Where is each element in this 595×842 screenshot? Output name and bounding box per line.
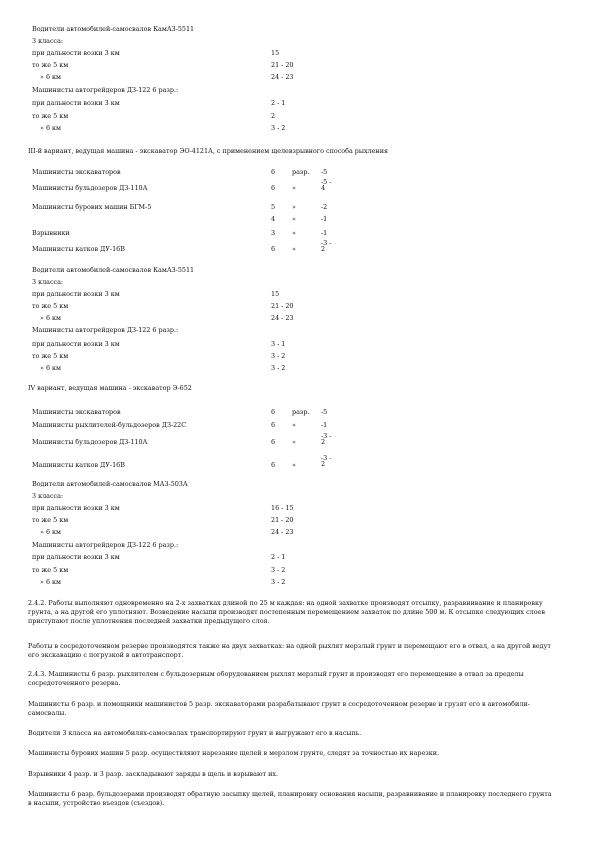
row-label: то же 5 км [32, 61, 69, 69]
row-label: » 6 км [40, 314, 62, 322]
row-value: 3 - 2 [271, 578, 286, 586]
crew-grade: » [292, 215, 296, 223]
paragraph: Машинисты бурових машин 5 разр. осуществляют нарезание щелей в мерзлом грунте, следят за точностью их нарезки. [28, 749, 440, 757]
paragraph: 2.4.3. Машинисты 6 разр. рыхлителем с бульдозерным оборудованием рыхлят мерзлый грунт и производят его перемещение в отвал за пределы сосредоточенного резерва. [28, 670, 524, 687]
paragraph: Взрывники 4 разр. и 3 разр. заскладывают заряды в щель и взрывают их. [28, 770, 279, 778]
crew-grade: » [292, 421, 296, 429]
row-value: 3 - 2 [271, 124, 286, 132]
crew-grade: » [292, 438, 296, 446]
row-label: при дальности возки 3 км [32, 504, 120, 512]
crew-grade: разр. [292, 408, 310, 416]
row-value: 3 - 2 [271, 352, 286, 360]
row-label: то же 5 км [32, 516, 69, 524]
row-value: 21 - 20 [271, 516, 294, 524]
drivers-label: Водители автомобилей-самосвалов КамАЗ-5511 [32, 266, 195, 274]
row-value: 15 [271, 290, 280, 298]
paragraph: 2.4.2. Работы выполняют одновременно на 2-х захватках длиной по 25 м каждая: на одной захватке производят отсыпку, разравнивание и планировку грунта, а на другой его уплотняют. Возведение насыпи производят постепенным перемещением захваток по длине 500 м. К отсыпке следующих слоев приступают после уплотнения последней захватки предыдущего слоя. [28, 599, 545, 625]
crew-label: Машинисты бульдозеров ДЗ-110А [32, 184, 148, 192]
crew-label: Машинисты бурових машин БГМ-5 [32, 203, 152, 211]
crew-label: Взрывники [32, 229, 70, 237]
row-value: 2 - 1 [271, 99, 286, 107]
row-value: 21 - 20 [271, 302, 294, 310]
crew-count: 6 [271, 168, 276, 176]
row-value: 15 [271, 49, 280, 57]
crew-value: -3 - 2 [321, 432, 332, 446]
crew-grade: » [292, 184, 296, 192]
class-label: 3 класса: [32, 492, 64, 500]
row-value: 24 - 23 [271, 314, 294, 322]
row-value: 3 - 1 [271, 340, 286, 348]
row-value: 3 - 2 [271, 364, 286, 372]
crew-count: 6 [271, 408, 276, 416]
row-value: 24 - 23 [271, 528, 294, 536]
row-label: то же 5 км [32, 352, 69, 360]
crew-count: 6 [271, 184, 276, 192]
variant3-heading: III-й вариант, ведущая машина - экскаватор ЭО-4121А, с применением щелевзрывного способа рыхления [28, 147, 388, 155]
crew-value: -3 - 2 [321, 454, 332, 468]
paragraph: Машинисты 6 разр. и помощники машинистов 5 разр. экскаваторами разрабатывают грунт в сосредоточенном резерве и грузят его в автомобили-самосвалы. [28, 700, 530, 717]
crew-label: Машинисты рыхлителей-бульдозеров ДЗ-22С [32, 421, 187, 429]
row-label: то же 5 км [32, 112, 69, 120]
crew-count: 5 [271, 203, 276, 211]
graders-label: Машинисты автогрейдеров ДЗ-122 6 разр.: [32, 326, 179, 334]
crew-grade: » [292, 229, 296, 237]
crew-value: -1 [321, 421, 328, 429]
class-label: 3 класса: [32, 278, 64, 286]
crew-value: -5 - 4 [321, 178, 332, 192]
row-label: при дальности возки 3 км [32, 553, 120, 561]
row-label: » 6 км [40, 578, 62, 586]
row-value: 16 - 15 [271, 504, 294, 512]
crew-label: Машинисты экскаваторов [32, 408, 121, 416]
crew-count: 4 [271, 215, 276, 223]
crew-count: 6 [271, 438, 276, 446]
paragraph: Работы в сосредоточенном резерве производятся также на двух захватках: на одной рыхлят мерзлый грунт и перемещают его в отвал, а на другой ведут его экскавацию с погрузкой в автотранспорт. [28, 642, 551, 659]
row-value: 2 - 1 [271, 553, 286, 561]
crew-label: Машинисты катков ДУ-16В [32, 245, 125, 253]
drivers-label: Водители автомобилей-самосвалов МАЗ-503А [32, 480, 188, 488]
crew-value: -5 [321, 408, 328, 416]
crew-count: 3 [271, 229, 276, 237]
row-label: то же 5 км [32, 302, 69, 310]
row-label: » 6 км [40, 528, 62, 536]
graders-label: Машинисты автогрейдеров ДЗ-122 6 разр.: [32, 86, 179, 94]
row-label: » 6 км [40, 364, 62, 372]
crew-label: Машинисты бульдозеров ДЗ-110А [32, 438, 148, 446]
row-label: » 6 км [40, 73, 62, 81]
row-label: то же 5 км [32, 566, 69, 574]
crew-count: 6 [271, 461, 276, 469]
row-value: 3 - 2 [271, 566, 286, 574]
crew-count: 6 [271, 245, 276, 253]
crew-value: -5 [321, 168, 328, 176]
row-value: 2 [271, 112, 276, 120]
graders-label: Машинисты автогрейдеров ДЗ-122 6 разр.: [32, 541, 179, 549]
variant4-heading: IV вариант, ведущая машина - экскаватор Э-652 [28, 384, 192, 392]
class-label: 3 класса: [32, 37, 64, 45]
drivers-label: Водители автомобилей-самосвалов КамАЗ-5511 [32, 25, 195, 33]
crew-value: -1 [321, 229, 328, 237]
crew-grade: » [292, 203, 296, 211]
row-label: при дальности возки 3 км [32, 340, 120, 348]
row-value: 24 - 23 [271, 73, 294, 81]
row-label: при дальности возки 3 км [32, 99, 120, 107]
crew-grade: разр. [292, 168, 310, 176]
row-label: при дальности возки 3 км [32, 49, 120, 57]
crew-value: -2 [321, 203, 328, 211]
row-value: 21 - 20 [271, 61, 294, 69]
row-label: при дальности возки 3 км [32, 290, 120, 298]
crew-count: 6 [271, 421, 276, 429]
crew-value: -3 - 2 [321, 239, 332, 253]
crew-label: Машинисты экскаваторов [32, 168, 121, 176]
crew-grade: » [292, 461, 296, 469]
paragraph: Водители 3 класса на автомобилях-самосвалах транспортируют грунт и выгружают его в насыпь. [28, 729, 362, 737]
crew-value: -1 [321, 215, 328, 223]
crew-grade: » [292, 245, 296, 253]
crew-label: Машинисты катков ДУ-16В [32, 461, 125, 469]
row-label: » 6 км [40, 124, 62, 132]
paragraph: Машинисты 6 разр. бульдозерами производят обратную засыпку щелей, планировку основания насыпи, разравнивание и планировку последнего грунта в насыпи, устройство въездов (съездов). [28, 790, 552, 807]
